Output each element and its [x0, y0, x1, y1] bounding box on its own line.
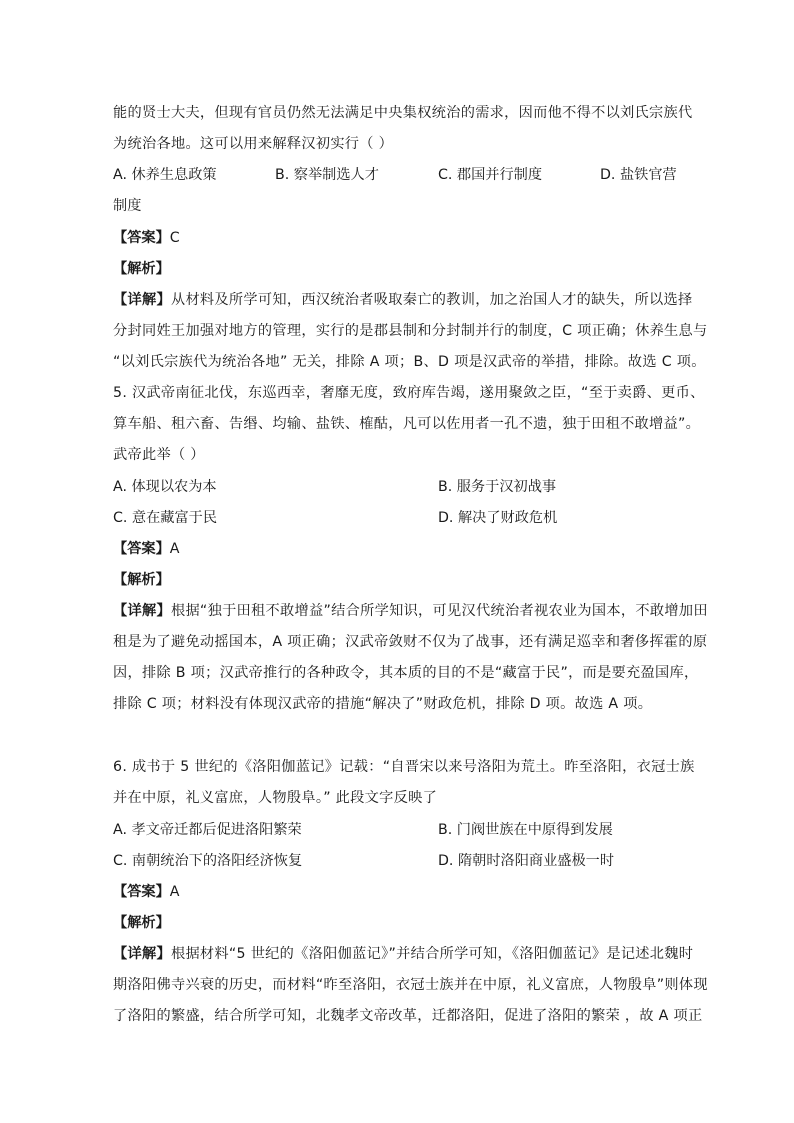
q4-stem-line-1: 能的贤士大夫，但现有官员仍然无法满足中央集权统治的需求，因而他不得不以刘氏宗族代 [113, 105, 693, 121]
q4-option-a: A. 休养生息政策 [113, 167, 217, 183]
q5-stem-line-3: 武帝此举（ ） [113, 447, 205, 463]
q4-stem-line-2: 为统治各地。这可以用来解释汉初实行（ ） [113, 136, 394, 152]
q5-analysis-tag: 【解析】 [113, 572, 170, 588]
q6-detail-line-1 [113, 944, 694, 964]
q4-answer-value: C [169, 230, 180, 246]
q6-detail-line-2: 期洛阳佛寺兴衰的历史，而材料“昨至洛阳，衣冠士族并在中原，礼义富庶，人物殷阜”则体现 [113, 977, 708, 993]
q6-detail-line-3: 了洛阳的繁盛，结合所学可知，北魏孝文帝改革，迁都洛阳，促进了洛阳的繁荣 ，故 A 项正 [113, 1008, 703, 1024]
q5-detail-line-2: 租是为了避免动摇国本，A 项正确；汉武帝敛财不仅为了战事，还有满足巡幸和奢侈挥霍的原 [113, 634, 708, 650]
q4-detail-text-1: 从材料及所学可知，西汉统治者吸取秦亡的教训，加之治国人才的缺失，所以选择 [170, 292, 693, 308]
q5-detail-line-1 [113, 601, 708, 621]
q5-option-a: A. 体现以农为本 [113, 479, 217, 495]
q4-option-b: B. 察举制选人才 [275, 167, 379, 183]
q6-detail-text-1: 根据材料“5 世纪的《洛阳伽蓝记》”并结合所学可知，《洛阳伽蓝记》是记述北魏时 [170, 946, 694, 962]
q6-detail-tag: 【详解】 [113, 946, 171, 962]
q5-answer-tag: 【答案】 [113, 541, 170, 557]
q6-analysis-tag: 【解析】 [113, 915, 170, 931]
q4-detail-tag: 【详解】 [113, 292, 171, 308]
q4-option-d: D. 盐铁官营 [600, 167, 677, 183]
q5-option-c: C. 意在藏富于民 [113, 510, 218, 526]
q6-option-a: A. 孝文帝迁都后促进洛阳繁荣 [113, 822, 302, 838]
q6-option-c: C. 南朝统治下的洛阳经济恢复 [113, 853, 303, 869]
q5-detail-line-4: 排除 C 项；材料没有体现汉武帝的措施“解决了”财政危机，排除 D 项。故选 A 项。 [113, 696, 653, 712]
q6-answer-line [113, 882, 179, 902]
q5-detail-tag: 【详解】 [113, 603, 171, 619]
q4-analysis-tag: 【解析】 [113, 261, 170, 277]
q6-answer-tag: 【答案】 [113, 884, 170, 900]
q5-option-b: B. 服务于汉初战事 [438, 479, 557, 495]
q6-option-b: B. 门阀世族在中原得到发展 [438, 822, 613, 838]
q5-stem-line-1: 5. 汉武帝南征北伐，东巡西幸，奢靡无度，致府库告竭，遂用聚敛之臣，“至于卖爵、更币、 [113, 385, 705, 401]
q6-answer-value: A [169, 884, 180, 900]
q4-detail-line-3: “以刘氏宗族代为统治各地” 无关，排除 A 项；B、D 项是汉武帝的举措，排除。故选 C 项。 [113, 354, 706, 370]
q4-option-d-continued: 制度 [113, 198, 142, 214]
q5-detail-text-1: 根据“独于田租不敢增益”结合所学知识，可见汉代统治者视农业为国本，不敢增加田 [170, 603, 708, 619]
q5-detail-line-3: 因，排除 B 项；汉武帝推行的各种政令，其本质的目的不是“藏富于民”，而是要充盈国库， [113, 665, 699, 681]
q6-stem-line-2: 并在中原，礼义富庶，人物殷阜。” 此段文字反映了 [113, 790, 438, 806]
q5-stem-line-2: 算车船、租六畜、告缗、均输、盐铁、榷酤，凡可以佐用者一孔不遗，独于田租不敢增益”。 [113, 416, 701, 432]
q6-option-d: D. 隋朝时洛阳商业盛极一时 [438, 853, 615, 869]
q4-detail-line-2: 分封同姓王加强对地方的管理，实行的是郡县制和分封制并行的制度，C 项正确；休养生息与 [113, 323, 708, 339]
q5-answer-value: A [169, 541, 180, 557]
q5-option-d: D. 解决了财政危机 [438, 510, 558, 526]
q4-detail-line-1 [113, 290, 693, 310]
q4-answer-tag: 【答案】 [113, 230, 170, 246]
q4-option-c: C. 郡国并行制度 [438, 167, 543, 183]
q5-answer-line [113, 539, 179, 559]
q6-stem-line-1: 6. 成书于 5 世纪的《洛阳伽蓝记》记载：“自晋宋以来号洛阳为荒土。昨至洛阳，衣冠士族 [113, 759, 695, 775]
q4-answer-line [113, 228, 180, 248]
